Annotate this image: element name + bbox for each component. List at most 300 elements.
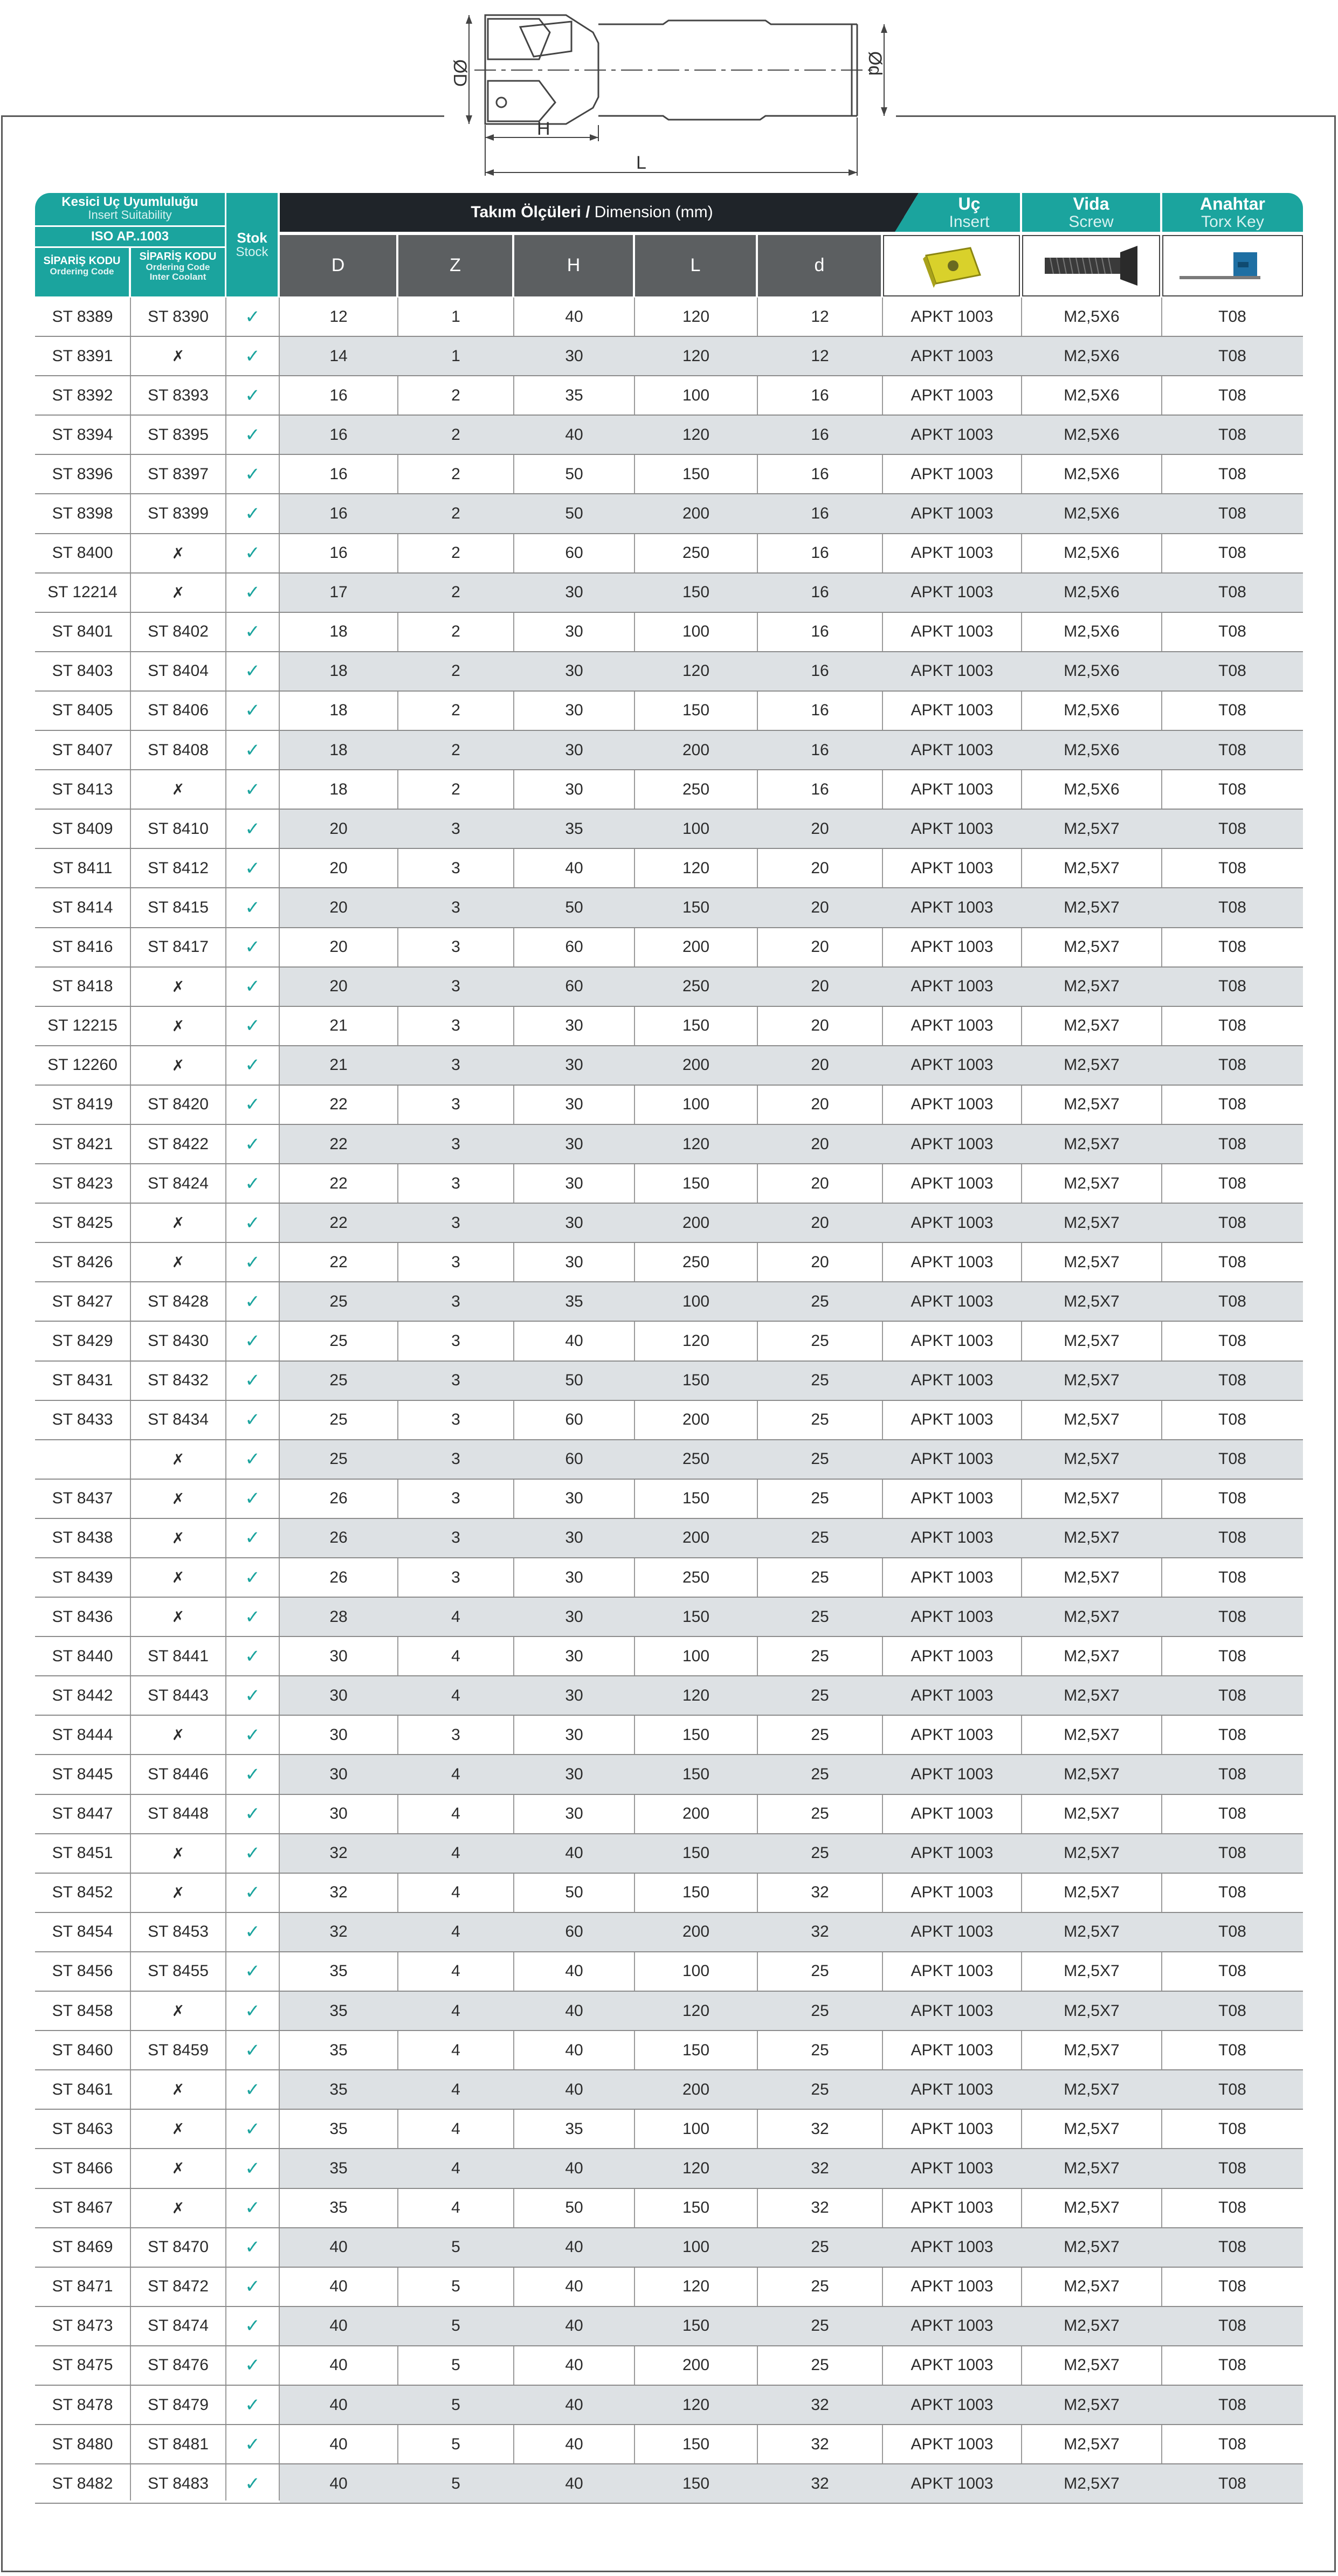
dim-z-cell: 4 — [451, 1686, 460, 1704]
table-row — [35, 1874, 1303, 1913]
screw-code-cell: M2,5X7 — [1064, 2474, 1120, 2492]
ordering-code-cell: ST 8429 — [52, 1331, 113, 1350]
screw-icon — [1023, 236, 1159, 295]
coolant-code-cell: ST 8453 — [148, 1923, 209, 1941]
dim-d-cell: 32 — [329, 1844, 348, 1862]
insert-code-cell: APKT 1003 — [911, 1489, 994, 1508]
dim-h-cell: 30 — [565, 741, 583, 759]
table-row — [35, 1440, 1303, 1480]
dim-shank-d-cell: 25 — [811, 1411, 829, 1429]
dim-d-cell: 40 — [329, 2317, 348, 2335]
dim-h-cell: 30 — [565, 1805, 583, 1823]
screw-code-cell: M2,5X6 — [1064, 780, 1120, 798]
key-code-cell: T08 — [1218, 1647, 1246, 1665]
ordering-code-cell: ST 8400 — [52, 544, 113, 562]
key-code-cell: T08 — [1218, 425, 1246, 444]
ordering-code-cell: ST 8427 — [52, 1292, 113, 1310]
coolant-code-cell: ✗ — [171, 2081, 185, 2098]
ordering-code-cell: ST 8426 — [52, 1253, 113, 1271]
dim-l-cell: 100 — [682, 1095, 710, 1114]
dim-shank-d-cell: 32 — [811, 1923, 829, 1941]
screw-code-cell: M2,5X7 — [1064, 1331, 1120, 1350]
insert-code-cell: APKT 1003 — [911, 505, 994, 523]
key-code-cell: T08 — [1218, 1489, 1246, 1508]
insert-code-cell: APKT 1003 — [911, 1568, 994, 1586]
dim-shank-d-cell: 25 — [811, 1647, 829, 1665]
insert-code-cell: APKT 1003 — [911, 1962, 994, 1980]
dim-z-cell: 3 — [451, 1095, 460, 1114]
iso-header — [35, 227, 225, 246]
dim-shank-d-cell: 25 — [811, 1489, 829, 1508]
insert-code-cell: APKT 1003 — [911, 1135, 994, 1153]
screw-code-cell: M2,5X7 — [1064, 1095, 1120, 1114]
insert-code-cell: APKT 1003 — [911, 2199, 994, 2217]
stock-cell: ✓ — [245, 582, 260, 603]
dim-h-cell: 50 — [565, 898, 583, 916]
dim-d-cell: 21 — [329, 1017, 348, 1035]
stock-cell: ✓ — [245, 464, 260, 485]
dim-d-cell: 16 — [329, 425, 348, 444]
coolant-code-cell: ✗ — [171, 1254, 185, 1271]
table-row — [35, 1952, 1303, 1992]
dim-shank-d-cell: 12 — [811, 347, 829, 365]
dim-z-cell: 4 — [451, 2041, 460, 2059]
insert-code-cell: APKT 1003 — [911, 662, 994, 680]
insert-code-cell: APKT 1003 — [911, 2277, 994, 2296]
ordering-code-cell — [35, 1440, 130, 1479]
stock-cell: ✓ — [245, 897, 260, 918]
dim-d-cell: 16 — [329, 465, 348, 483]
screw-code-cell: M2,5X7 — [1064, 938, 1120, 956]
dim-h-cell: 30 — [565, 583, 583, 602]
insert-code-cell: APKT 1003 — [911, 583, 994, 602]
screw-code-cell: M2,5X7 — [1064, 1529, 1120, 1547]
screw-code-cell: M2,5X7 — [1064, 1411, 1120, 1429]
insert-code-cell: APKT 1003 — [911, 2119, 994, 2138]
dim-z-cell: 5 — [451, 2435, 460, 2453]
table-row — [35, 770, 1303, 810]
insert-code-cell: APKT 1003 — [911, 1292, 994, 1310]
dim-shank-d-cell: 25 — [811, 2001, 829, 2020]
insert-code-cell: APKT 1003 — [911, 1607, 994, 1626]
screw-code-cell: M2,5X7 — [1064, 1056, 1120, 1074]
dim-shank-d-cell: 20 — [811, 1135, 829, 1153]
dim-h-cell: 30 — [565, 1056, 583, 1074]
screw-code-cell: M2,5X6 — [1064, 307, 1120, 326]
dim-z-cell: 2 — [451, 386, 460, 404]
dim-d-cell: 18 — [329, 780, 348, 798]
dim-l-cell: 120 — [682, 1331, 710, 1350]
dim-l-cell: 200 — [682, 938, 710, 956]
dim-z-cell: 2 — [451, 701, 460, 720]
dim-l-cell: 250 — [682, 1568, 710, 1586]
dim-h-cell: 40 — [565, 2395, 583, 2414]
stock-cell: ✓ — [245, 1843, 260, 1864]
dim-d-cell: 25 — [329, 1331, 348, 1350]
dim-z-cell: 5 — [451, 2356, 460, 2374]
dim-h-cell: 40 — [565, 2317, 583, 2335]
screw-code-cell: M2,5X7 — [1064, 1883, 1120, 1902]
dim-shank-d-cell: 32 — [811, 2119, 829, 2138]
stock-cell: ✓ — [245, 1134, 260, 1155]
table-row — [35, 1086, 1303, 1125]
dim-z-cell: 2 — [451, 505, 460, 523]
screw-code-cell: M2,5X7 — [1064, 2356, 1120, 2374]
ordering-code-cell: ST 8392 — [52, 386, 113, 404]
dim-l-cell: 150 — [682, 1174, 710, 1192]
dim-h-cell: 30 — [565, 1253, 583, 1271]
dim-l-cell: 200 — [682, 1529, 710, 1547]
key-code-cell: T08 — [1218, 1135, 1246, 1153]
stock-cell: ✓ — [245, 2158, 260, 2179]
dim-l-cell: 120 — [682, 2277, 710, 2296]
dim-shank-d-cell: 32 — [811, 2474, 829, 2492]
coolant-code-cell: ✗ — [171, 1726, 185, 1744]
key-tr: Anahtar — [1200, 194, 1265, 213]
dim-h-cell: 40 — [565, 2080, 583, 2098]
ordering-code-cell: ST 8398 — [52, 505, 113, 523]
table-row — [35, 337, 1303, 376]
dim-d-cell: 16 — [329, 544, 348, 562]
stock-cell: ✓ — [245, 1291, 260, 1312]
table-row — [35, 1519, 1303, 1558]
dim-d-cell: 40 — [329, 2435, 348, 2453]
insert-code-cell: APKT 1003 — [911, 1450, 994, 1468]
dim-l-cell: 200 — [682, 1213, 710, 1232]
dim-h-cell: 30 — [565, 701, 583, 720]
dim-shank-d-cell: 25 — [811, 1844, 829, 1862]
dim-d-cell: 12 — [329, 307, 348, 326]
table-row — [35, 1007, 1303, 1046]
insert-code-cell: APKT 1003 — [911, 1331, 994, 1350]
dim-h-cell: 30 — [565, 1686, 583, 1704]
ordering-code-cell: ST 8423 — [52, 1174, 113, 1192]
insert-en: Insert — [949, 212, 990, 231]
coolant-code-cell: ✗ — [171, 1845, 185, 1862]
ordering-code-cell: ST 8439 — [52, 1568, 113, 1586]
ordering-code-cell: ST 8436 — [52, 1607, 113, 1626]
insert-code-cell: APKT 1003 — [911, 1686, 994, 1704]
torx-key-icon — [1163, 236, 1302, 295]
dim-d-cell: 30 — [329, 1647, 348, 1665]
dim-d-cell: 35 — [329, 2041, 348, 2059]
screw-code-cell: M2,5X7 — [1064, 1450, 1120, 1468]
dim-z-cell: 3 — [451, 1411, 460, 1429]
screw-code-cell: M2,5X7 — [1064, 2080, 1120, 2098]
dim-d-cell: 40 — [329, 2474, 348, 2492]
table-row — [35, 928, 1303, 968]
insert-code-cell: APKT 1003 — [911, 386, 994, 404]
screw-code-cell: M2,5X7 — [1064, 1371, 1120, 1390]
table-row — [35, 1322, 1303, 1361]
key-header — [1162, 193, 1303, 232]
dim-l-cell: 120 — [682, 307, 710, 326]
screw-code-cell: M2,5X7 — [1064, 2199, 1120, 2217]
insert-image-cell — [883, 235, 1020, 296]
dim-h: H — [567, 255, 581, 276]
dim-h-cell: 30 — [565, 623, 583, 641]
dim-l-cell: 200 — [682, 741, 710, 759]
coolant-code-cell: ST 8393 — [148, 386, 209, 404]
ordering-code-cell: ST 8401 — [52, 623, 113, 641]
coolant-code-cell: ST 8417 — [148, 938, 209, 956]
stock-cell: ✓ — [245, 2316, 260, 2337]
screw-code-cell: M2,5X7 — [1064, 819, 1120, 838]
stock-cell: ✓ — [245, 1488, 260, 1509]
dim-h-cell: 40 — [565, 425, 583, 444]
dim-h-cell: 50 — [565, 505, 583, 523]
dim-shank-d-cell: 32 — [811, 2159, 829, 2177]
dim-z-cell: 5 — [451, 2238, 460, 2256]
dim-z-cell: 5 — [451, 2474, 460, 2492]
insert-code-cell: APKT 1003 — [911, 741, 994, 759]
key-code-cell: T08 — [1218, 2199, 1246, 2217]
key-code-cell: T08 — [1218, 977, 1246, 996]
dim-h-cell: 60 — [565, 1411, 583, 1429]
dim-shank-d-cell: 16 — [811, 741, 829, 759]
ordering-code-cell: ST 8482 — [52, 2474, 113, 2492]
insert-code-cell: APKT 1003 — [911, 1056, 994, 1074]
coolant-code-cell: ✗ — [171, 1056, 185, 1074]
stock-cell: ✓ — [245, 661, 260, 682]
dim-d-cell: 26 — [329, 1529, 348, 1547]
coolant-code-cell: ST 8395 — [148, 425, 209, 444]
coolant-code-cell: ST 8479 — [148, 2395, 209, 2414]
coolant-code-cell: ✗ — [171, 978, 185, 995]
key-code-cell: T08 — [1218, 938, 1246, 956]
coolant-code-cell: ST 8448 — [148, 1805, 209, 1823]
dim-header-d-big — [280, 235, 396, 296]
dim-shank-d-cell: 32 — [811, 2395, 829, 2414]
stock-cell: ✓ — [245, 621, 260, 643]
dim-l-cell: 150 — [682, 1883, 710, 1902]
stock-cell: ✓ — [245, 1646, 260, 1667]
dim-d-cell: 30 — [329, 1765, 348, 1784]
dim-z-cell: 2 — [451, 544, 460, 562]
dim-d-cell: 26 — [329, 1489, 348, 1508]
dim-h-cell: 30 — [565, 1529, 583, 1547]
dim-shank-d-cell: 20 — [811, 819, 829, 838]
dim-z-cell: 4 — [451, 1844, 460, 1862]
dim-header-l — [635, 235, 756, 296]
key-code-cell: T08 — [1218, 1253, 1246, 1271]
screw-code-cell: M2,5X6 — [1064, 623, 1120, 641]
ordering-code-cell: ST 8463 — [52, 2119, 113, 2138]
ordering-code-cell: ST 8431 — [52, 1371, 113, 1390]
dim-d-cell: 16 — [329, 505, 348, 523]
dim-l-cell: 250 — [682, 1450, 710, 1468]
stock-cell: ✓ — [245, 1449, 260, 1470]
screw-code-cell: M2,5X7 — [1064, 1844, 1120, 1862]
product-table-body — [35, 298, 1303, 2504]
dim-d-cell: 32 — [329, 1923, 348, 1941]
ordering-code-cell: ST 12215 — [47, 1017, 118, 1035]
dim-z-cell: 3 — [451, 1056, 460, 1074]
coolant-code-cell: ST 8441 — [148, 1647, 209, 1665]
dim-d-cell: 20 — [329, 938, 348, 956]
coolant-code-cell: ST 8397 — [148, 465, 209, 483]
dim-z-cell: 3 — [451, 819, 460, 838]
dim-h-cell: 40 — [565, 1331, 583, 1350]
table-row — [35, 1558, 1303, 1598]
ordering-code-cell: ST 8480 — [52, 2435, 113, 2453]
ordering-code-cell: ST 8438 — [52, 1529, 113, 1547]
table-row — [35, 376, 1303, 416]
key-code-cell: T08 — [1218, 1725, 1246, 1744]
table-row — [35, 1204, 1303, 1243]
dim-l-cell: 120 — [682, 2395, 710, 2414]
dim-l-cell: 100 — [682, 2238, 710, 2256]
table-row — [35, 2425, 1303, 2464]
dim-shank-d-cell: 25 — [811, 2080, 829, 2098]
key-code-cell: T08 — [1218, 1883, 1246, 1902]
screw-header — [1022, 193, 1160, 232]
screw-code-cell: M2,5X7 — [1064, 2119, 1120, 2138]
insert-code-cell: APKT 1003 — [911, 1174, 994, 1192]
coolant-code-header — [131, 248, 225, 296]
dim-d-cell: 30 — [329, 1686, 348, 1704]
stock-cell: ✓ — [245, 2473, 260, 2494]
insert-code-cell: APKT 1003 — [911, 819, 994, 838]
dim-d-cell: 20 — [329, 819, 348, 838]
dim-shank-d-cell: 25 — [811, 1331, 829, 1350]
dim-shank-d-cell: 20 — [811, 1253, 829, 1271]
key-code-cell: T08 — [1218, 1607, 1246, 1626]
dim-z-cell: 3 — [451, 1174, 460, 1192]
key-code-cell: T08 — [1218, 2119, 1246, 2138]
dim-shank-d-cell: 25 — [811, 1450, 829, 1468]
coolant-code-cell: ST 8406 — [148, 701, 209, 720]
dim-h-cell: 60 — [565, 544, 583, 562]
dim-h-cell: 30 — [565, 1489, 583, 1508]
dim-d-cell: 35 — [329, 2080, 348, 2098]
insert-code-cell: APKT 1003 — [911, 2317, 994, 2335]
table-row — [35, 1046, 1303, 1086]
dim-z-cell: 4 — [451, 1805, 460, 1823]
key-code-cell: T08 — [1218, 701, 1246, 720]
dim-h-cell: 30 — [565, 780, 583, 798]
dim-shank-d-cell: 16 — [811, 780, 829, 798]
dim-z-cell: 3 — [451, 1450, 460, 1468]
table-row — [35, 455, 1303, 494]
table-row — [35, 2464, 1303, 2504]
ordering-code-cell: ST 8416 — [52, 938, 113, 956]
dim-z-cell: 3 — [451, 1017, 460, 1035]
dim-h-cell: 50 — [565, 2199, 583, 2217]
ordering-code-cell: ST 8473 — [52, 2317, 113, 2335]
stock-cell: ✓ — [245, 2040, 260, 2061]
label-h: H — [537, 119, 550, 139]
dim-h-cell: 30 — [565, 1017, 583, 1035]
table-row — [35, 1992, 1303, 2031]
stock-cell: ✓ — [245, 976, 260, 997]
key-code-cell: T08 — [1218, 1686, 1246, 1704]
dim-z-cell: 1 — [451, 307, 460, 326]
screw-code-cell: M2,5X7 — [1064, 1253, 1120, 1271]
coolant-code-cell: ST 8483 — [148, 2474, 209, 2492]
stock-cell: ✓ — [245, 346, 260, 367]
screw-code-cell: M2,5X6 — [1064, 741, 1120, 759]
dim-h-cell: 40 — [565, 1844, 583, 1862]
stock-tr: Stok — [237, 229, 267, 246]
key-code-cell: T08 — [1218, 386, 1246, 404]
key-code-cell: T08 — [1218, 662, 1246, 680]
dim-h-cell: 35 — [565, 819, 583, 838]
ordering-code-cell: ST 8403 — [52, 662, 113, 680]
insert-code-cell: APKT 1003 — [911, 780, 994, 798]
dim-d-cell: 35 — [329, 2001, 348, 2020]
stock-cell: ✓ — [245, 2000, 260, 2021]
dimension-header — [280, 193, 904, 232]
table-row — [35, 1716, 1303, 1755]
screw-code-cell: M2,5X7 — [1064, 898, 1120, 916]
key-code-cell: T08 — [1218, 2001, 1246, 2020]
ordering-code-cell: ST 8454 — [52, 1923, 113, 1941]
coolant-code-cell: ✗ — [171, 781, 185, 798]
dim-d-big: D — [331, 255, 345, 276]
stock-cell: ✓ — [245, 1528, 260, 1549]
dim-shank-d-cell: 32 — [811, 2435, 829, 2453]
dim-d-cell: 40 — [329, 2238, 348, 2256]
insert-code-cell: APKT 1003 — [911, 1371, 994, 1390]
dim-z-cell: 2 — [451, 780, 460, 798]
key-code-cell: T08 — [1218, 1450, 1246, 1468]
dim-l-cell: 150 — [682, 2199, 710, 2217]
insert-code-cell: APKT 1003 — [911, 1805, 994, 1823]
dim-d-small: d — [814, 255, 825, 276]
key-code-cell: T08 — [1218, 2435, 1246, 2453]
dim-z-cell: 4 — [451, 1923, 460, 1941]
insert-code-cell: APKT 1003 — [911, 1883, 994, 1902]
insert-code-cell: APKT 1003 — [911, 1647, 994, 1665]
dim-h-cell: 40 — [565, 2238, 583, 2256]
dim-d-cell: 18 — [329, 701, 348, 720]
dim-shank-d-cell: 25 — [811, 1725, 829, 1744]
dim-z-cell: 3 — [451, 1213, 460, 1232]
dim-l-cell: 100 — [682, 386, 710, 404]
dim-shank-d-cell: 20 — [811, 1056, 829, 1074]
screw-code-cell: M2,5X6 — [1064, 662, 1120, 680]
coolant-code-cell: ST 8430 — [148, 1331, 209, 1350]
dim-z-cell: 2 — [451, 741, 460, 759]
suitability-en: Insert Suitability — [88, 208, 172, 222]
dim-d-cell: 16 — [329, 386, 348, 404]
coolant-code-cell: ST 8390 — [148, 307, 209, 326]
table-row — [35, 1676, 1303, 1716]
ordering-code-cell: ST 8409 — [52, 819, 113, 838]
table-row — [35, 1362, 1303, 1401]
coolant-code-cell: ✗ — [171, 2199, 185, 2216]
dim-z-cell: 4 — [451, 1765, 460, 1784]
dim-shank-d-cell: 20 — [811, 977, 829, 996]
stock-cell: ✓ — [245, 1567, 260, 1588]
stock-cell: ✓ — [245, 2276, 260, 2297]
screw-code-cell: M2,5X7 — [1064, 1962, 1120, 1980]
dim-h-cell: 40 — [565, 307, 583, 326]
dim-d-cell: 22 — [329, 1174, 348, 1192]
stock-cell: ✓ — [245, 1094, 260, 1115]
dim-d-cell: 25 — [329, 1450, 348, 1468]
dim-z-cell: 3 — [451, 1292, 460, 1310]
dim-d-cell: 30 — [329, 1805, 348, 1823]
insert-code-cell: APKT 1003 — [911, 2238, 994, 2256]
key-code-cell: T08 — [1218, 544, 1246, 562]
col1-en: Ordering Code — [50, 266, 114, 277]
ordering-code-cell: ST 8445 — [52, 1765, 113, 1784]
table-row — [35, 2346, 1303, 2386]
insert-code-cell: APKT 1003 — [911, 1095, 994, 1114]
dim-shank-d-cell: 25 — [811, 1686, 829, 1704]
